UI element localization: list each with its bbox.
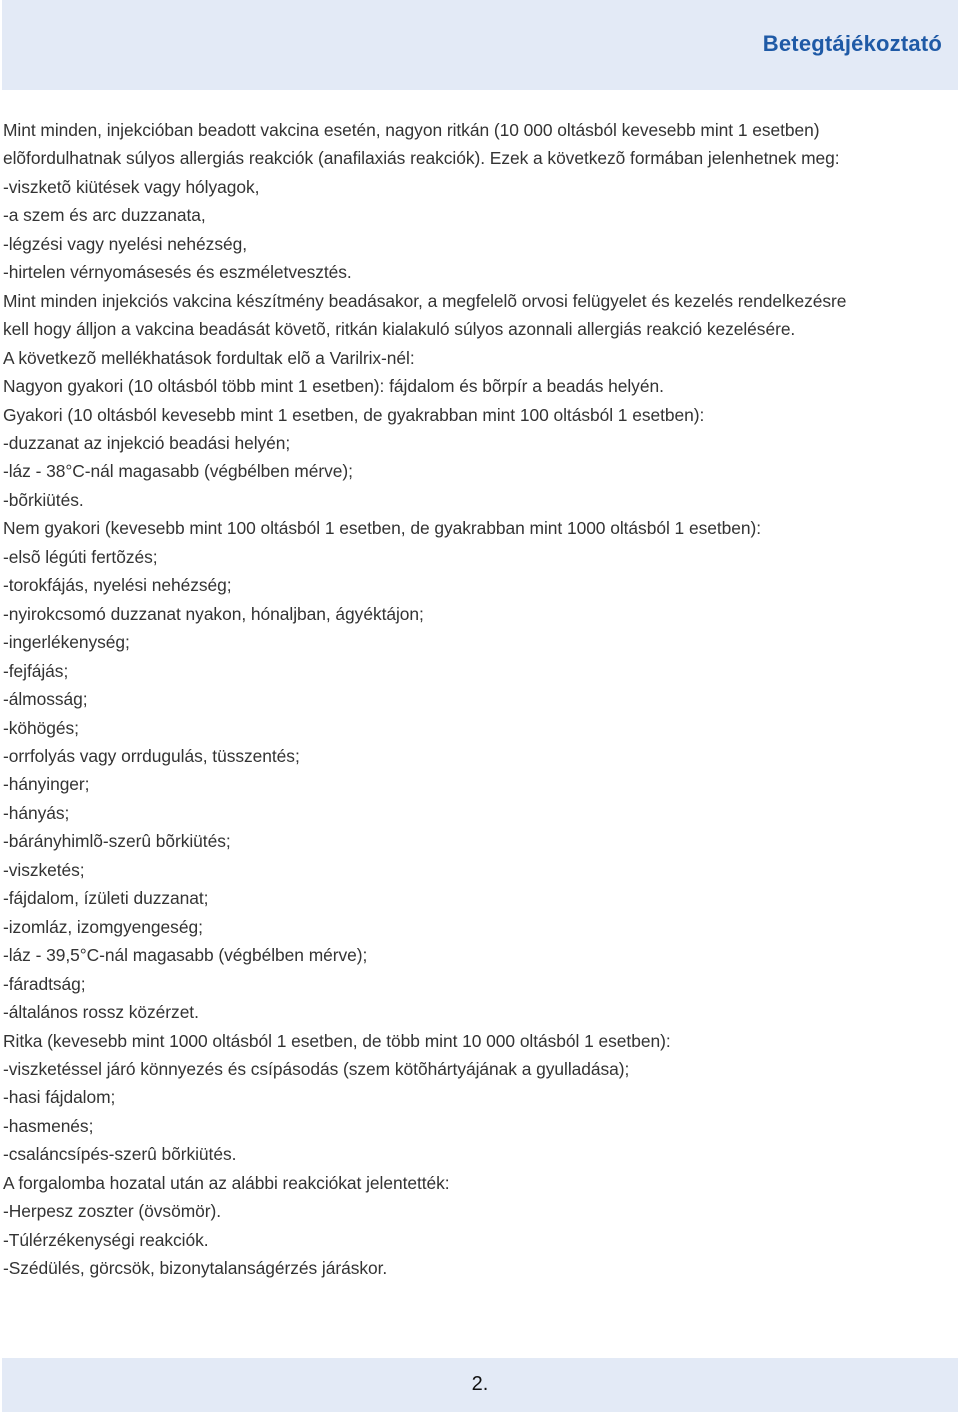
frequency-heading: Nem gyakori (kevesebb mint 100 oltásból 1 esetben, de gyakrabban mint 1000 oltásból 1 esetben): xyxy=(3,518,762,539)
page-title: Betegtájékoztató xyxy=(762,31,942,56)
list-item: -bõrkiütés. xyxy=(3,489,84,510)
list-item: -hányás; xyxy=(3,802,70,823)
list-item: -torokfájás, nyelési nehézség; xyxy=(3,575,232,596)
list-item: -izomláz, izomgyengeség; xyxy=(3,916,203,937)
list-item: -bárányhimlõ-szerû bõrkiütés; xyxy=(3,831,231,852)
list-item: -viszketõ kiütések vagy hólyagok, xyxy=(3,176,260,197)
list-item: -ingerlékenység; xyxy=(3,632,130,653)
text-line: kell hogy álljon a vakcina beadását követõ, ritkán kialakuló súlyos azonnali allergiás reakció kezelésére. xyxy=(3,319,796,340)
list-item: -hasmenés; xyxy=(3,1115,94,1136)
section-heading: A következõ mellékhatások fordultak elõ a Varilrix-nél: xyxy=(3,347,415,368)
list-item: -fájdalom, ízületi duzzanat; xyxy=(3,888,209,909)
text-line: Mint minden injekciós vakcina készítmény beadásakor, a megfelelõ orvosi felügyelet és kezelés rendelkezésre xyxy=(3,290,847,311)
list-item: -csaláncsípés-szerû bõrkiütés. xyxy=(3,1144,237,1165)
list-item: -duzzanat az injekció beadási helyén; xyxy=(3,432,291,453)
list-item: -hirtelen vérnyomásesés és eszméletvesztés. xyxy=(3,262,352,283)
footer-band xyxy=(2,1358,958,1412)
frequency-heading: Ritka (kevesebb mint 1000 oltásból 1 esetben, de több mint 10 000 oltásból 1 esetben): xyxy=(3,1030,671,1051)
list-item: -általános rossz közérzet. xyxy=(3,1002,199,1023)
list-item: -hasi fájdalom; xyxy=(3,1087,116,1108)
list-item: -fáradtság; xyxy=(3,973,86,994)
list-item: -Szédülés, görcsök, bizonytalanságérzés járáskor. xyxy=(3,1258,388,1279)
list-item: -Túlérzékenységi reakciók. xyxy=(3,1229,209,1250)
list-item: -Herpesz zoszter (övsömör). xyxy=(3,1201,222,1222)
list-item: -viszketéssel járó könnyezés és csípásodás (szem kötõhártyájának a gyulladása); xyxy=(3,1058,630,1079)
page-number: 2. xyxy=(471,1373,489,1395)
section-heading: A forgalomba hozatal után az alábbi reakciókat jelentették: xyxy=(3,1172,450,1193)
list-item: -hányinger; xyxy=(3,774,90,795)
list-item: -láz - 39,5°C-nál magasabb (végbélben mérve); xyxy=(3,945,368,966)
list-item: -légzési vagy nyelési nehézség, xyxy=(3,233,247,254)
list-item: -nyirokcsomó duzzanat nyakon, hónaljban, ágyéktájon; xyxy=(3,603,424,624)
document-body xyxy=(3,116,953,1283)
list-item: -a szem és arc duzzanata, xyxy=(3,205,206,226)
list-item: -elsõ légúti fertõzés; xyxy=(3,546,158,567)
text-line: elõfordulhatnak súlyos allergiás reakciók (anafilaxiás reakciók). Ezek a következõ formában jelenhetnek meg: xyxy=(3,148,840,169)
list-item: -fejfájás; xyxy=(3,660,69,681)
list-item: -köhögés; xyxy=(3,717,79,738)
frequency-heading: Nagyon gyakori (10 oltásból több mint 1 esetben): fájdalom és bõrpír a beadás helyén. xyxy=(3,376,664,397)
frequency-heading: Gyakori (10 oltásból kevesebb mint 1 esetben, de gyakrabban mint 100 oltásból 1 esetben): xyxy=(3,404,705,425)
text-line: Mint minden, injekcióban beadott vakcina esetén, nagyon ritkán (10 000 oltásból kevesebb mint 1 esetben) xyxy=(3,120,820,140)
list-item: -viszketés; xyxy=(3,859,85,880)
list-item: -láz - 38°C-nál magasabb (végbélben mérve); xyxy=(3,461,353,482)
list-item: -álmosság; xyxy=(3,689,88,710)
list-item: -orrfolyás vagy orrdugulás, tüsszentés; xyxy=(3,745,300,766)
header-band xyxy=(2,0,958,90)
